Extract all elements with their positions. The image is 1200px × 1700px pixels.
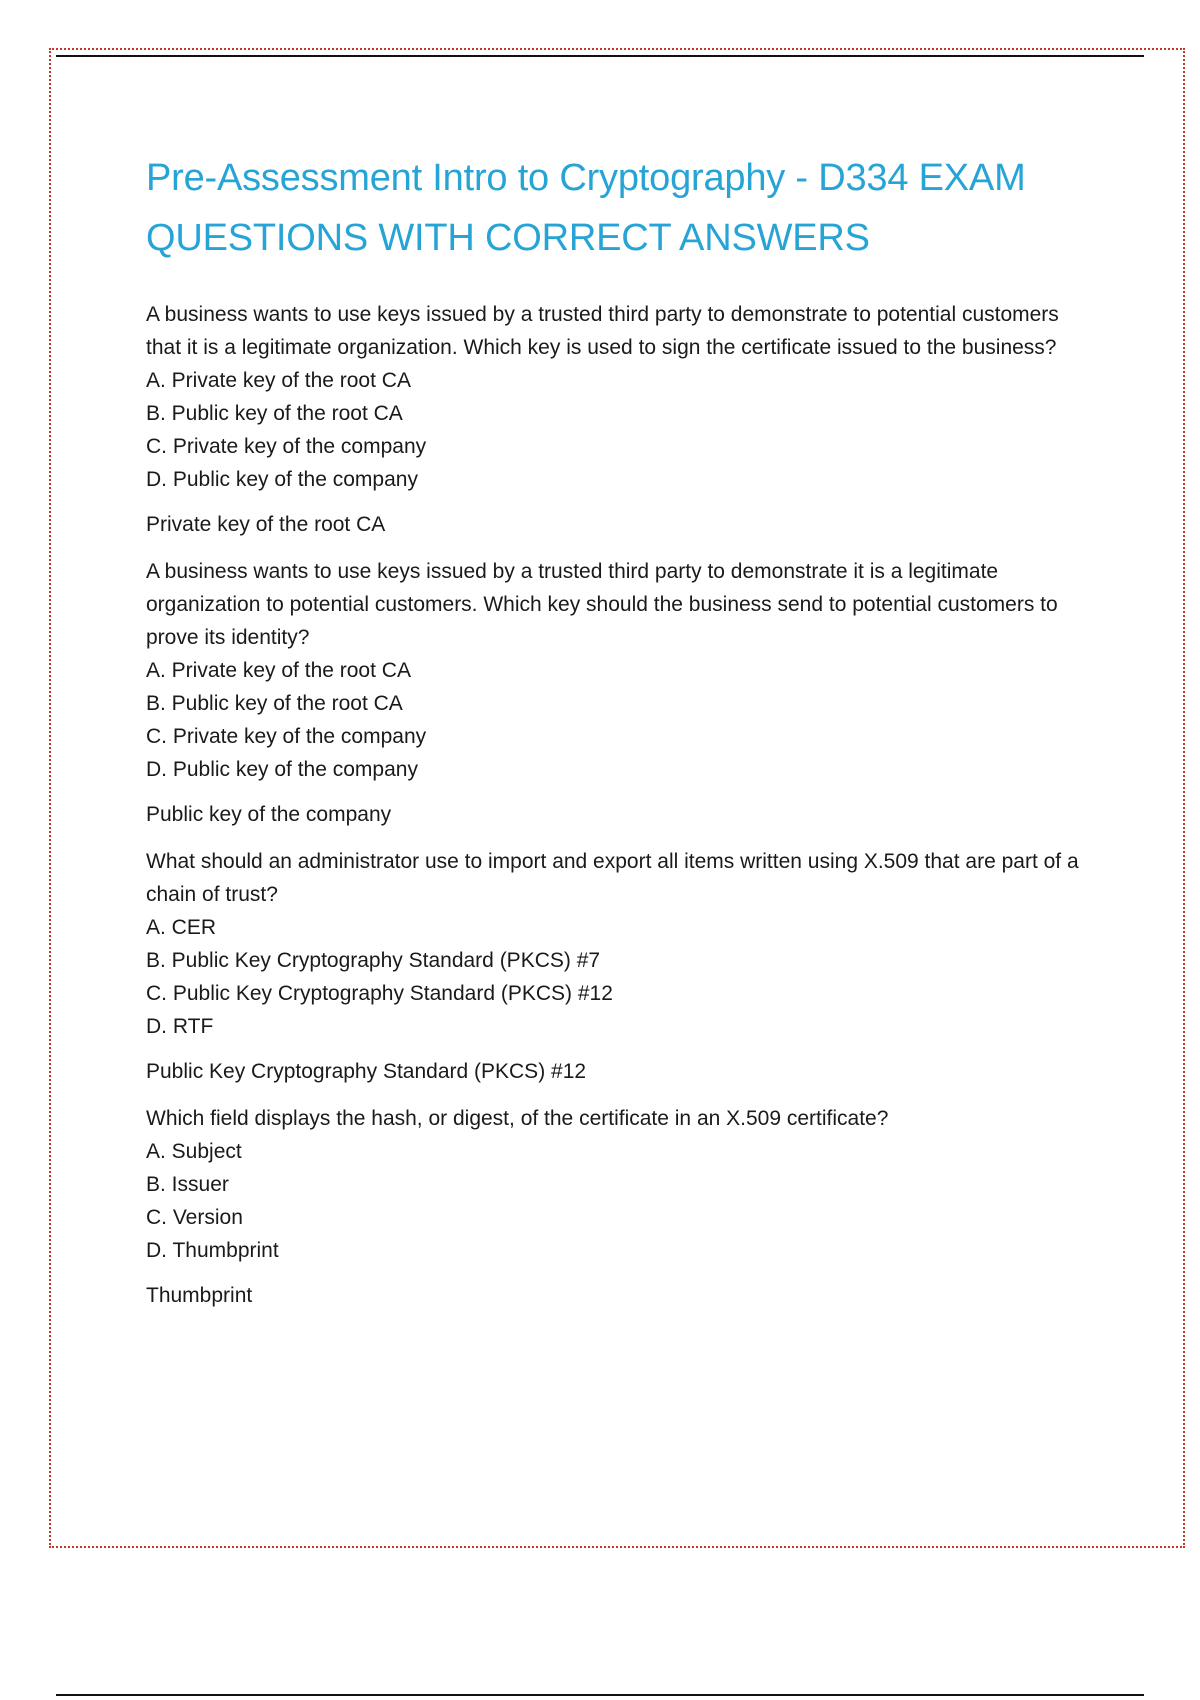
question-block-1 xyxy=(146,298,1086,541)
question-block-4 xyxy=(146,1102,1086,1312)
bottom-rule xyxy=(56,1694,1144,1696)
option-list xyxy=(146,654,1086,786)
option-c: C. Private key of the company xyxy=(146,435,427,458)
document-content xyxy=(146,148,1086,1326)
correct-answer: Public key of the company xyxy=(146,803,392,826)
question-text: Which field displays the hash, or digest, of the certificate in an X.509 certificate? xyxy=(146,1107,889,1130)
option-c: C. Public Key Cryptography Standard (PKCS) #12 xyxy=(146,982,613,1005)
option-d: D. Public key of the company xyxy=(146,468,418,491)
option-d: D. Thumbprint xyxy=(146,1239,279,1262)
option-c: C. Version xyxy=(146,1206,243,1229)
option-a: A. Private key of the root CA xyxy=(146,659,411,682)
option-list xyxy=(146,911,1086,1043)
question-block-3 xyxy=(146,845,1086,1088)
question-text: What should an administrator use to import and export all items written using X.509 that are part of a chain of trust? xyxy=(146,850,1079,906)
correct-answer: Thumbprint xyxy=(146,1284,253,1307)
option-a: A. Subject xyxy=(146,1140,242,1163)
option-b: B. Public key of the root CA xyxy=(146,692,403,715)
question-text: A business wants to use keys issued by a trusted third party to demonstrate to potential customers that it is a legitimate organization. Which key is used to sign the certificate issued to the business? xyxy=(146,303,1059,359)
option-c: C. Private key of the company xyxy=(146,725,427,748)
option-b: B. Public key of the root CA xyxy=(146,402,403,425)
option-d: D. Public key of the company xyxy=(146,758,418,781)
option-a: A. CER xyxy=(146,916,217,939)
option-b: B. Issuer xyxy=(146,1173,229,1196)
option-d: D. RTF xyxy=(146,1015,214,1038)
correct-answer: Public Key Cryptography Standard (PKCS) #12 xyxy=(146,1060,587,1083)
question-block-2 xyxy=(146,555,1086,831)
option-a: A. Private key of the root CA xyxy=(146,369,411,392)
question-text: A business wants to use keys issued by a trusted third party to demonstrate it is a legitimate organization to potential customers. Which key should the business send to potential customers to prove its identity? xyxy=(146,560,1058,649)
option-list xyxy=(146,364,1086,496)
correct-answer: Private key of the root CA xyxy=(146,513,386,536)
option-b: B. Public Key Cryptography Standard (PKCS) #7 xyxy=(146,949,601,972)
document-title: Pre-Assessment Intro to Cryptography - D334 EXAM QUESTIONS WITH CORRECT ANSWERS xyxy=(146,157,1026,259)
option-list xyxy=(146,1135,1086,1267)
